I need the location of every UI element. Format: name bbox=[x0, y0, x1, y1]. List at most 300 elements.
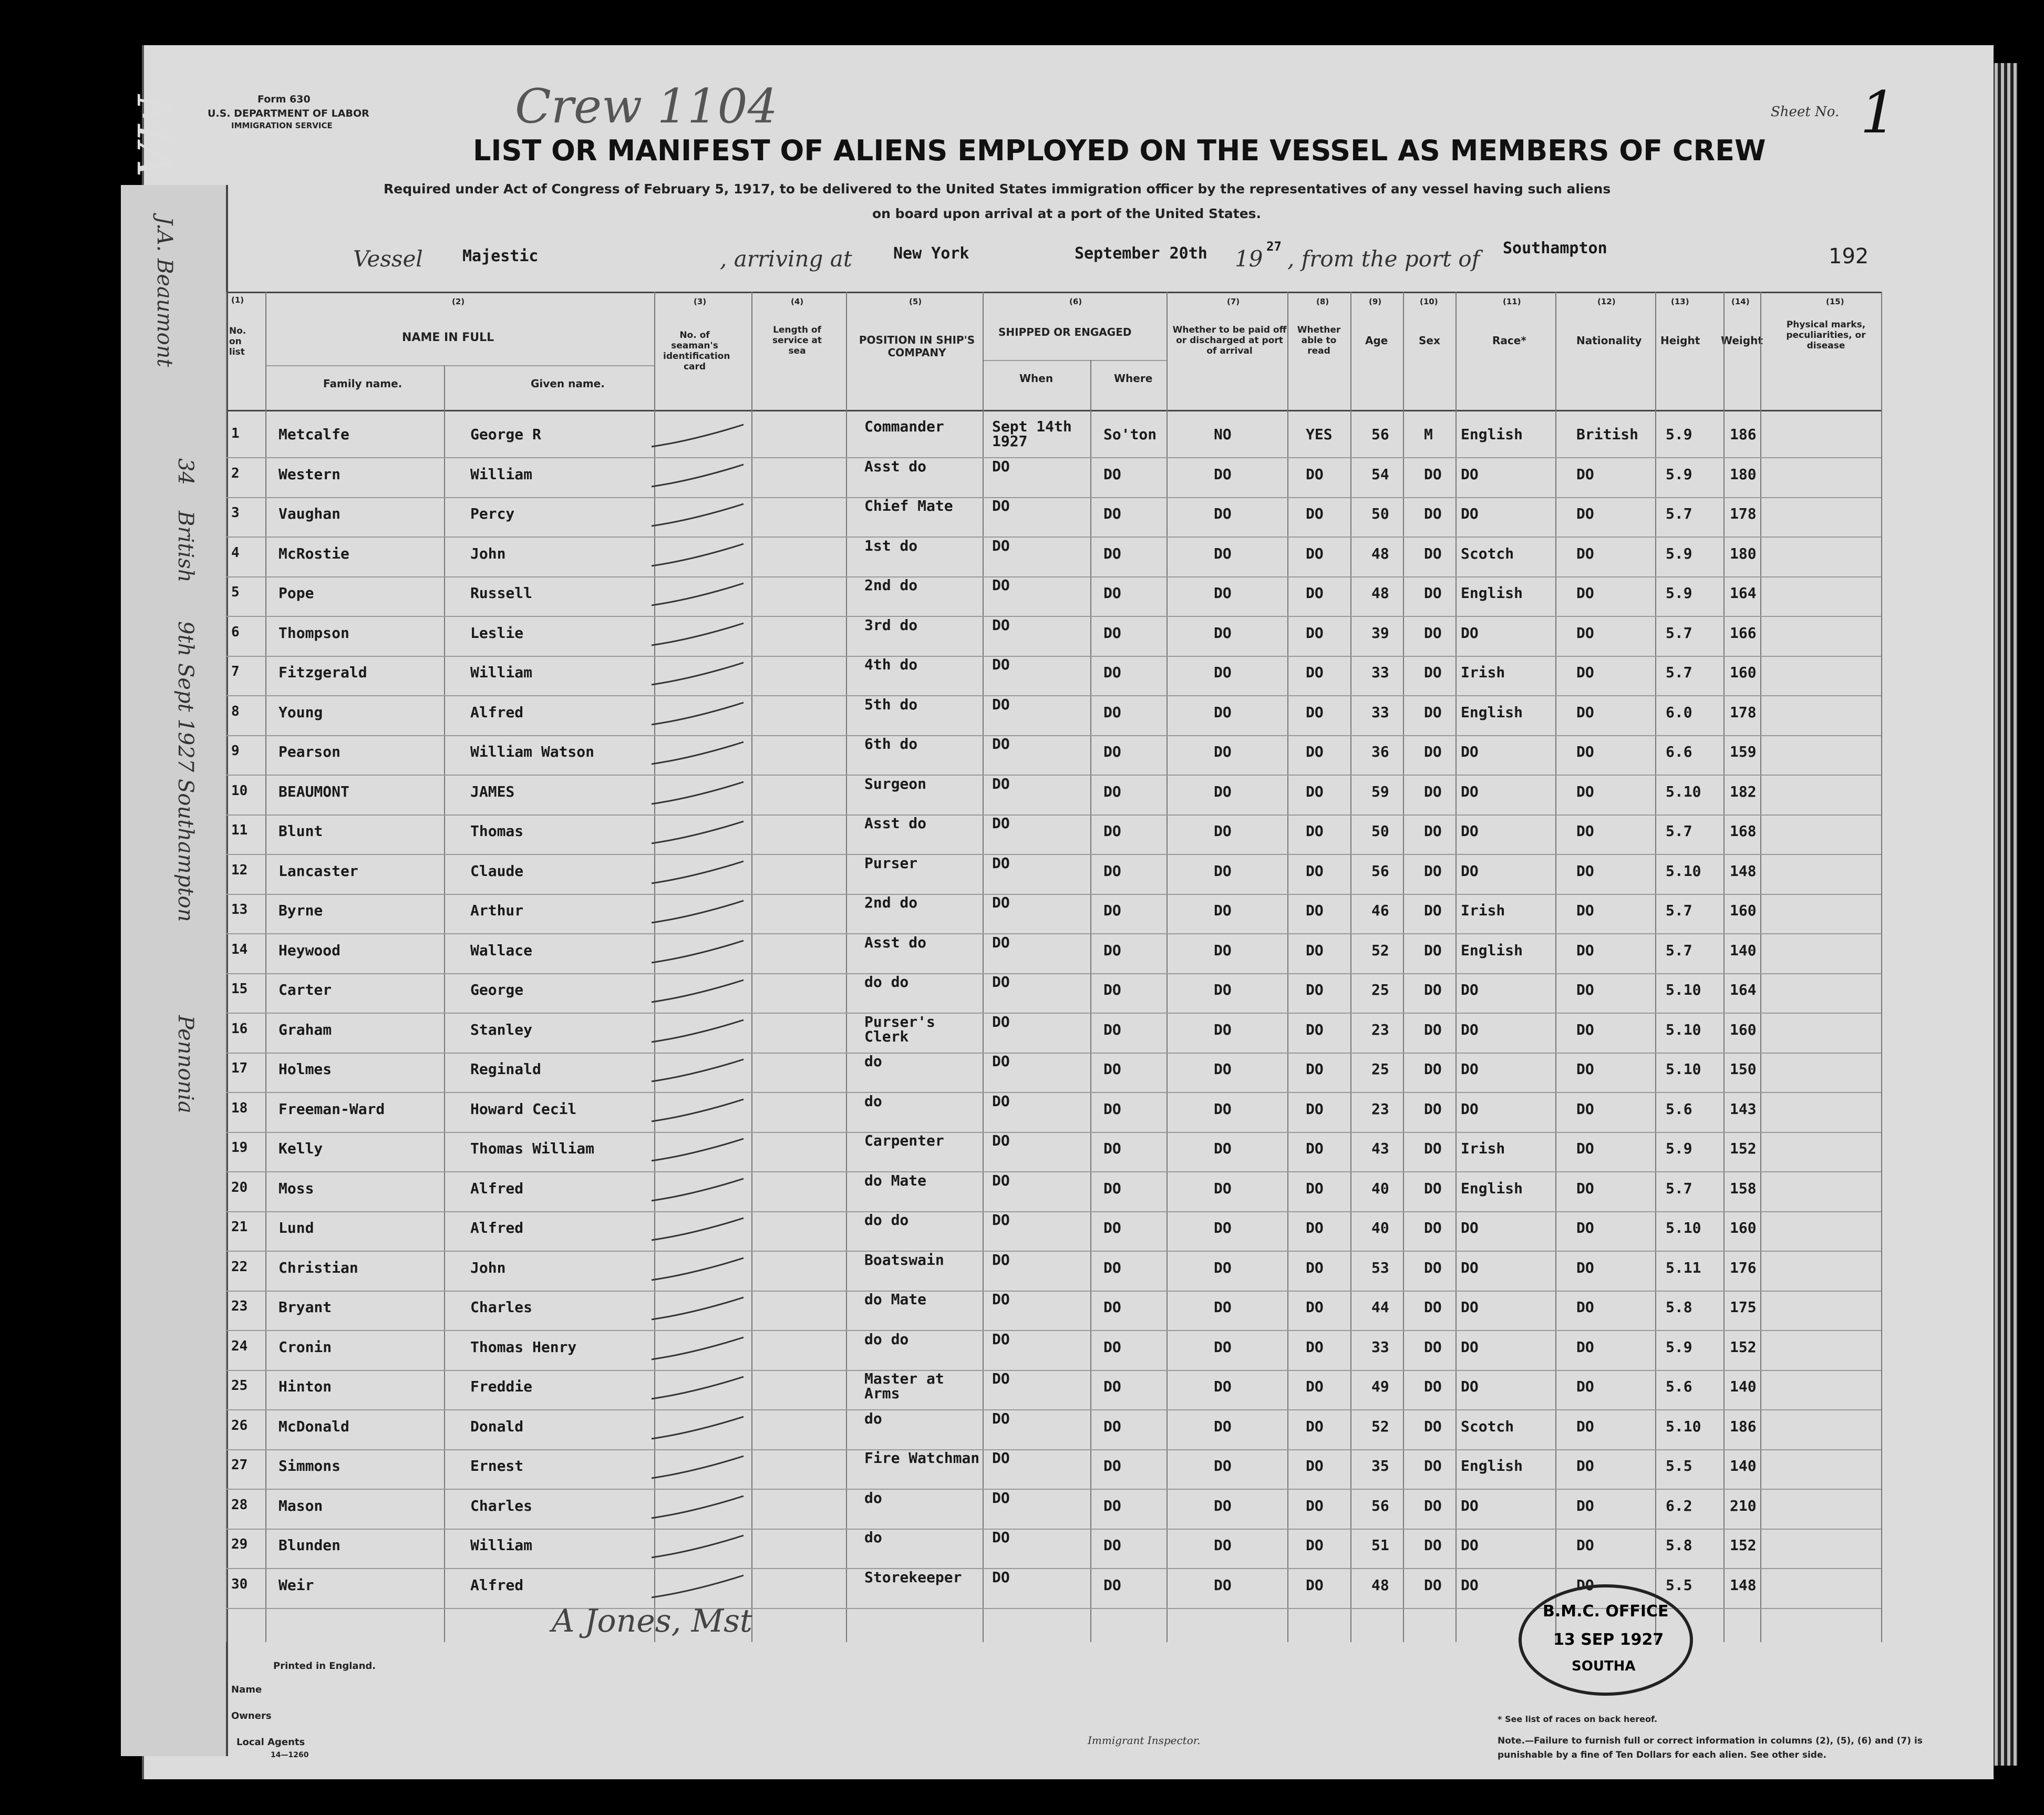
family-name: Mason bbox=[278, 1497, 323, 1514]
shipped-when: DO bbox=[992, 1251, 1010, 1269]
family-name: Pearson bbox=[278, 743, 341, 760]
race: DO bbox=[1461, 1576, 1479, 1594]
shipped-when: DO bbox=[992, 814, 1010, 832]
id-card-tick bbox=[646, 896, 751, 928]
shipped-where: DO bbox=[1103, 822, 1121, 840]
position: 2nd do bbox=[864, 894, 918, 911]
shipped-when: DO bbox=[992, 1449, 1010, 1467]
position: do Mate bbox=[864, 1171, 927, 1189]
shipped-when: DO bbox=[992, 695, 1010, 713]
height: 6.2 bbox=[1666, 1497, 1692, 1514]
col1-num: (1) bbox=[231, 295, 244, 305]
race: DO bbox=[1461, 981, 1479, 998]
weight: 150 bbox=[1730, 1060, 1757, 1078]
id-card-tick bbox=[646, 1254, 751, 1285]
paid-off: DO bbox=[1214, 505, 1232, 522]
shipped-when: DO bbox=[992, 1529, 1010, 1546]
paid-off: DO bbox=[1214, 584, 1232, 602]
shipped-where: DO bbox=[1103, 1219, 1121, 1236]
race: DO bbox=[1461, 1497, 1479, 1514]
paid-off: DO bbox=[1214, 1060, 1232, 1078]
sheet-no: 1 bbox=[1860, 79, 1897, 146]
row-number: 23 bbox=[231, 1298, 248, 1314]
weight: 143 bbox=[1730, 1100, 1757, 1118]
shipped-when: DO bbox=[992, 1092, 1010, 1110]
stamp-line2: 13 SEP 1927 bbox=[1553, 1631, 1664, 1649]
row-number: 28 bbox=[231, 1497, 248, 1513]
age: 23 bbox=[1371, 1020, 1389, 1038]
sex: DO bbox=[1424, 1536, 1442, 1554]
id-card-tick bbox=[646, 658, 751, 690]
strip-date-place: 9th Sept 1927 Southampton bbox=[173, 621, 198, 922]
able-to-read: DO bbox=[1306, 505, 1324, 522]
nationality: DO bbox=[1576, 1457, 1594, 1474]
shipped-where: DO bbox=[1103, 1378, 1121, 1395]
col9-num: (9) bbox=[1369, 297, 1382, 306]
position: Master at Arms bbox=[864, 1370, 944, 1402]
given-name: Reginald bbox=[470, 1060, 541, 1078]
nationality: DO bbox=[1576, 1338, 1594, 1356]
nationality: DO bbox=[1576, 862, 1594, 880]
race: DO bbox=[1461, 1100, 1479, 1118]
col3-header: No. of seaman's identification card bbox=[663, 330, 730, 372]
paid-off: DO bbox=[1214, 1417, 1232, 1435]
nationality: DO bbox=[1576, 1020, 1594, 1038]
height: 5.9 bbox=[1666, 544, 1692, 562]
family-name: Heywood bbox=[278, 941, 341, 959]
weight: 178 bbox=[1730, 703, 1757, 721]
sex: DO bbox=[1424, 1219, 1442, 1236]
given-name: Charles bbox=[470, 1497, 533, 1514]
nationality: DO bbox=[1576, 743, 1594, 760]
strip-age: 34 bbox=[173, 458, 198, 485]
paid-off: DO bbox=[1214, 1497, 1232, 1514]
id-card-tick bbox=[646, 1214, 751, 1245]
id-card-tick bbox=[646, 857, 751, 889]
weight: 160 bbox=[1730, 902, 1757, 919]
given-name: William bbox=[470, 465, 533, 483]
family-header: Family name. bbox=[323, 377, 402, 390]
able-to-read: DO bbox=[1306, 941, 1324, 959]
row-number: 7 bbox=[231, 664, 240, 679]
paid-off: DO bbox=[1214, 1140, 1232, 1157]
row-number: 2 bbox=[231, 465, 240, 481]
able-to-read: DO bbox=[1306, 822, 1324, 840]
able-to-read: DO bbox=[1306, 1378, 1324, 1395]
given-name: Ernest bbox=[470, 1457, 524, 1474]
col15-num: (15) bbox=[1826, 297, 1844, 306]
id-card-tick bbox=[646, 1571, 751, 1603]
shipped-where: So'ton bbox=[1103, 426, 1157, 443]
able-to-read: DO bbox=[1306, 1100, 1324, 1118]
family-name: Blunt bbox=[278, 822, 323, 840]
position: 5th do bbox=[864, 695, 918, 713]
given-name: John bbox=[470, 1259, 506, 1276]
able-to-read: DO bbox=[1306, 1219, 1324, 1236]
shipped-when: DO bbox=[992, 1171, 1010, 1189]
nationality: DO bbox=[1576, 664, 1594, 681]
nationality: DO bbox=[1576, 1417, 1594, 1435]
printed-note: Printed in England. bbox=[273, 1661, 376, 1672]
id-card-tick bbox=[646, 1095, 751, 1127]
shipped-where: DO bbox=[1103, 1140, 1121, 1157]
paid-off: DO bbox=[1214, 822, 1232, 840]
height: 5.10 bbox=[1666, 1060, 1701, 1078]
col11-num: (11) bbox=[1503, 297, 1521, 306]
race: English bbox=[1461, 584, 1523, 602]
col10-num: (10) bbox=[1420, 297, 1438, 306]
nationality: DO bbox=[1576, 1497, 1594, 1514]
when-header: When bbox=[1019, 372, 1054, 385]
weight: 210 bbox=[1730, 1497, 1757, 1514]
weight: 140 bbox=[1730, 1457, 1757, 1474]
paid-off: NO bbox=[1214, 426, 1232, 443]
paid-off: DO bbox=[1214, 1020, 1232, 1038]
sex: DO bbox=[1424, 544, 1442, 562]
shipped-where: DO bbox=[1103, 544, 1121, 562]
id-card-tick bbox=[646, 540, 751, 571]
able-to-read: DO bbox=[1306, 743, 1324, 760]
shipped-when: DO bbox=[992, 1370, 1010, 1387]
row-number: 30 bbox=[231, 1576, 248, 1592]
owners-label: Owners bbox=[231, 1710, 272, 1721]
inspector-label: Immigrant Inspector. bbox=[1088, 1734, 1201, 1747]
sex: DO bbox=[1424, 624, 1442, 642]
shipped-where: DO bbox=[1103, 941, 1121, 959]
nationality: DO bbox=[1576, 505, 1594, 522]
shipped-when: DO bbox=[992, 894, 1010, 911]
shipped-where: DO bbox=[1103, 1497, 1121, 1514]
shipped-where: DO bbox=[1103, 1060, 1121, 1078]
paid-off: DO bbox=[1214, 544, 1232, 562]
height: 5.8 bbox=[1666, 1298, 1692, 1316]
row-number: 13 bbox=[231, 902, 248, 917]
margin-initials: MA bbox=[126, 95, 181, 178]
row-number: 5 bbox=[231, 584, 240, 600]
shipped-when: DO bbox=[992, 497, 1010, 514]
shipped-when: DO bbox=[992, 1132, 1010, 1149]
sex: DO bbox=[1424, 1378, 1442, 1395]
shipped-when: DO bbox=[992, 576, 1010, 594]
shipped-where: DO bbox=[1103, 1338, 1121, 1356]
shipped-when: DO bbox=[992, 775, 1010, 792]
given-name: George bbox=[470, 981, 524, 998]
height: 5.9 bbox=[1666, 584, 1692, 602]
nationality: DO bbox=[1576, 1219, 1594, 1236]
col10-header: Sex bbox=[1419, 334, 1440, 347]
able-to-read: YES bbox=[1306, 426, 1333, 443]
nationality: DO bbox=[1576, 1140, 1594, 1157]
able-to-read: DO bbox=[1306, 703, 1324, 721]
nationality: British bbox=[1576, 426, 1639, 443]
age: 25 bbox=[1371, 981, 1389, 998]
strip-nationality: British bbox=[173, 511, 198, 583]
race: Scotch bbox=[1461, 544, 1514, 562]
able-to-read: DO bbox=[1306, 1259, 1324, 1276]
races-note: * See list of races on back hereof. bbox=[1498, 1714, 1658, 1724]
age: 48 bbox=[1371, 584, 1389, 602]
age: 35 bbox=[1371, 1457, 1389, 1474]
given-name: Russell bbox=[470, 584, 533, 602]
id-card-tick bbox=[646, 1016, 751, 1047]
row-number: 21 bbox=[231, 1219, 248, 1235]
shipped-when: DO bbox=[992, 1291, 1010, 1308]
able-to-read: DO bbox=[1306, 1060, 1324, 1078]
weight: 140 bbox=[1730, 941, 1757, 959]
position: Asst do bbox=[864, 814, 927, 832]
form-no: Form 630 bbox=[257, 94, 311, 105]
row-number: 22 bbox=[231, 1259, 248, 1275]
col14-num: (14) bbox=[1731, 297, 1750, 306]
position: do do bbox=[864, 973, 909, 991]
stamp-line1: B.M.C. OFFICE bbox=[1543, 1602, 1669, 1621]
year-suffix: 27 bbox=[1266, 239, 1282, 254]
paid-off: DO bbox=[1214, 465, 1232, 483]
height: 5.10 bbox=[1666, 1219, 1701, 1236]
position: Storekeeper bbox=[864, 1568, 962, 1586]
nationality: DO bbox=[1576, 981, 1594, 998]
given-name: Alfred bbox=[470, 1576, 524, 1594]
shipped-when: DO bbox=[992, 1489, 1010, 1507]
sex: DO bbox=[1424, 1457, 1442, 1474]
sex: M bbox=[1424, 426, 1433, 443]
row-number: 17 bbox=[231, 1060, 248, 1076]
nationality: DO bbox=[1576, 941, 1594, 959]
age: 25 bbox=[1371, 1060, 1389, 1078]
office-stamp bbox=[1519, 1584, 1693, 1696]
family-name: Simmons bbox=[278, 1457, 341, 1474]
col15-header: Physical marks, peculiarities, or disease bbox=[1786, 319, 1866, 351]
age: 48 bbox=[1371, 1576, 1389, 1594]
able-to-read: DO bbox=[1306, 1020, 1324, 1038]
shipped-where: DO bbox=[1103, 1298, 1121, 1316]
paid-off: DO bbox=[1214, 743, 1232, 760]
nationality: DO bbox=[1576, 465, 1594, 483]
nationality: DO bbox=[1576, 624, 1594, 642]
nationality: DO bbox=[1576, 1378, 1594, 1395]
family-name: Metcalfe bbox=[278, 426, 349, 443]
col3-num: (3) bbox=[694, 297, 707, 306]
sex: DO bbox=[1424, 1100, 1442, 1118]
race: English bbox=[1461, 703, 1523, 721]
row-number: 8 bbox=[231, 703, 240, 719]
position: 4th do bbox=[864, 656, 918, 673]
age: 40 bbox=[1371, 1219, 1389, 1236]
col2-num: (2) bbox=[452, 297, 465, 306]
id-card-tick bbox=[646, 817, 751, 849]
sex: DO bbox=[1424, 703, 1442, 721]
nationality: DO bbox=[1576, 1576, 1594, 1594]
given-name: Percy bbox=[470, 505, 515, 522]
shipped-where: DO bbox=[1103, 1536, 1121, 1554]
sex: DO bbox=[1424, 782, 1442, 800]
nationality: DO bbox=[1576, 584, 1594, 602]
height: 6.6 bbox=[1666, 743, 1692, 760]
year-prefix: 19 bbox=[1235, 246, 1263, 272]
nationality: DO bbox=[1576, 1179, 1594, 1197]
department: U.S. DEPARTMENT OF LABOR bbox=[208, 108, 369, 119]
weight: 160 bbox=[1730, 1020, 1757, 1038]
vessel-label: Vessel bbox=[353, 246, 423, 272]
age: 23 bbox=[1371, 1100, 1389, 1118]
id-card-tick bbox=[646, 579, 751, 611]
id-card-tick bbox=[646, 619, 751, 651]
name-label: Name bbox=[231, 1684, 262, 1695]
shipped-where: DO bbox=[1103, 902, 1121, 919]
paid-off: DO bbox=[1214, 981, 1232, 998]
position: do bbox=[864, 1092, 882, 1110]
weight: 178 bbox=[1730, 505, 1757, 522]
family-name: Vaughan bbox=[278, 505, 341, 522]
shipped-where: DO bbox=[1103, 1100, 1121, 1118]
weight: 159 bbox=[1730, 743, 1757, 760]
row-number: 29 bbox=[231, 1536, 248, 1552]
stamp-line3: SOUTHA bbox=[1572, 1658, 1636, 1674]
height: 5.10 bbox=[1666, 862, 1701, 880]
nationality: DO bbox=[1576, 703, 1594, 721]
shipped-where: DO bbox=[1103, 584, 1121, 602]
weight: 152 bbox=[1730, 1140, 1757, 1157]
id-card-tick bbox=[646, 976, 751, 1007]
height: 5.9 bbox=[1666, 1140, 1692, 1157]
given-header: Given name. bbox=[531, 377, 605, 390]
race: English bbox=[1461, 1179, 1523, 1197]
given-name: William Watson bbox=[470, 743, 595, 760]
shipped-where: DO bbox=[1103, 1457, 1121, 1474]
height: 5.10 bbox=[1666, 782, 1701, 800]
row-number: 3 bbox=[231, 505, 240, 521]
paid-off: DO bbox=[1214, 624, 1232, 642]
weight: 180 bbox=[1730, 465, 1757, 483]
col13-header: Height bbox=[1660, 334, 1700, 347]
able-to-read: DO bbox=[1306, 465, 1324, 483]
weight: 152 bbox=[1730, 1338, 1757, 1356]
col2-header: NAME IN FULL bbox=[402, 331, 494, 344]
position: Chief Mate bbox=[864, 497, 953, 514]
weight: 186 bbox=[1730, 1417, 1757, 1435]
able-to-read: DO bbox=[1306, 1298, 1324, 1316]
given-name: Claude bbox=[470, 862, 524, 880]
race: DO bbox=[1461, 743, 1479, 760]
row-number: 25 bbox=[231, 1378, 248, 1394]
shipped-where: DO bbox=[1103, 624, 1121, 642]
id-card-tick bbox=[646, 1135, 751, 1166]
shipped-where: DO bbox=[1103, 1259, 1121, 1276]
age: 43 bbox=[1371, 1140, 1389, 1157]
family-name: Pope bbox=[278, 584, 314, 602]
height: 5.7 bbox=[1666, 902, 1692, 919]
family-name: Byrne bbox=[278, 902, 323, 919]
shipped-when: DO bbox=[992, 616, 1010, 634]
race: DO bbox=[1461, 1259, 1479, 1276]
age: 39 bbox=[1371, 624, 1389, 642]
position: do do bbox=[864, 1211, 909, 1229]
sex: DO bbox=[1424, 862, 1442, 880]
given-name: Freddie bbox=[470, 1378, 533, 1395]
able-to-read: DO bbox=[1306, 902, 1324, 919]
position: Purser bbox=[864, 854, 918, 872]
family-name: Blunden bbox=[278, 1536, 341, 1554]
shipped-when: DO bbox=[992, 1409, 1010, 1427]
family-name: McRostie bbox=[278, 544, 349, 562]
family-name: Cronin bbox=[278, 1338, 332, 1356]
age: 50 bbox=[1371, 822, 1389, 840]
height: 5.10 bbox=[1666, 1417, 1701, 1435]
paid-off: DO bbox=[1214, 1576, 1232, 1594]
shipped-when: DO bbox=[992, 854, 1010, 872]
from-label: , from the port of bbox=[1287, 246, 1480, 272]
sex: DO bbox=[1424, 1020, 1442, 1038]
id-card-tick bbox=[646, 1412, 751, 1444]
sex: DO bbox=[1424, 981, 1442, 998]
nationality: DO bbox=[1576, 822, 1594, 840]
row-number: 16 bbox=[231, 1020, 248, 1037]
height: 5.7 bbox=[1666, 941, 1692, 959]
position: Asst do bbox=[864, 457, 927, 475]
sex: DO bbox=[1424, 1060, 1442, 1078]
paid-off: DO bbox=[1214, 941, 1232, 959]
given-name: William bbox=[470, 1536, 533, 1554]
weight: 164 bbox=[1730, 981, 1757, 998]
race: DO bbox=[1461, 624, 1479, 642]
position: do bbox=[864, 1409, 882, 1427]
id-card-tick bbox=[646, 1174, 751, 1206]
weight: 166 bbox=[1730, 624, 1757, 642]
shipped-when: DO bbox=[992, 933, 1010, 951]
position: Carpenter bbox=[864, 1132, 944, 1149]
given-name: Alfred bbox=[470, 1219, 524, 1236]
subtitle-2: on board upon arrival at a port of the United States. bbox=[872, 206, 1262, 221]
id-card-tick bbox=[646, 778, 751, 809]
position: Asst do bbox=[864, 933, 927, 951]
weight: 176 bbox=[1730, 1259, 1757, 1276]
row-number: 20 bbox=[231, 1179, 248, 1195]
weight: 182 bbox=[1730, 782, 1757, 800]
able-to-read: DO bbox=[1306, 544, 1324, 562]
row-number: 11 bbox=[231, 822, 248, 838]
where-header: Where bbox=[1114, 372, 1153, 385]
row-number: 6 bbox=[231, 624, 240, 640]
col6-header: SHIPPED OR ENGAGED bbox=[998, 326, 1132, 338]
family-name: Carter bbox=[278, 981, 332, 998]
age: 49 bbox=[1371, 1378, 1389, 1395]
age: 56 bbox=[1371, 426, 1389, 443]
shipped-when: DO bbox=[992, 537, 1010, 554]
col9-header: Age bbox=[1365, 334, 1388, 347]
able-to-read: DO bbox=[1306, 1497, 1324, 1514]
shipped-when: DO bbox=[992, 1013, 1010, 1030]
sex: DO bbox=[1424, 584, 1442, 602]
paid-off: DO bbox=[1214, 1457, 1232, 1474]
race: DO bbox=[1461, 1298, 1479, 1316]
able-to-read: DO bbox=[1306, 1417, 1324, 1435]
shipped-when: DO bbox=[992, 1211, 1010, 1229]
left-strip bbox=[121, 185, 228, 1756]
able-to-read: DO bbox=[1306, 1457, 1324, 1474]
shipped-when: DO bbox=[992, 457, 1010, 475]
age: 50 bbox=[1371, 505, 1389, 522]
paid-off: DO bbox=[1214, 1338, 1232, 1356]
id-card-tick bbox=[646, 1293, 751, 1325]
agents-label: Local Agents bbox=[236, 1737, 305, 1748]
age: 44 bbox=[1371, 1298, 1389, 1316]
row-number: 18 bbox=[231, 1100, 248, 1116]
family-name: Holmes bbox=[278, 1060, 332, 1078]
paid-off: DO bbox=[1214, 1378, 1232, 1395]
able-to-read: DO bbox=[1306, 981, 1324, 998]
col1-header: No. on list bbox=[229, 326, 246, 357]
shipped-where: DO bbox=[1103, 465, 1121, 483]
